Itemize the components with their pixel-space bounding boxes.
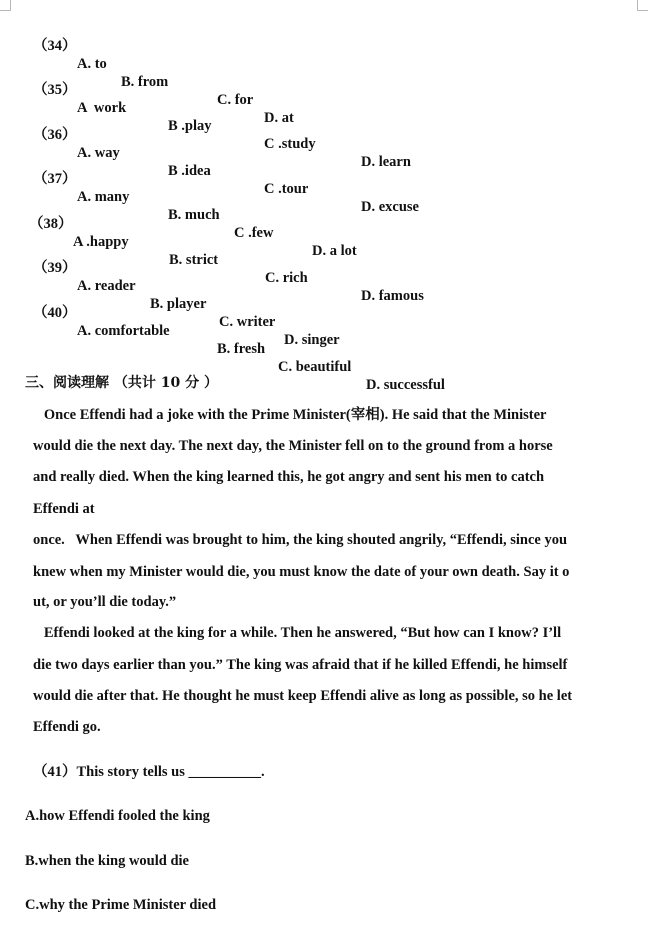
option-b: B. from xyxy=(121,74,169,90)
page-corner-mark-right xyxy=(637,0,648,11)
question-41-option-a: A.how Effendi fooled the king xyxy=(25,808,210,824)
question-number: （40） xyxy=(33,305,77,321)
option-b: B. player xyxy=(150,296,207,312)
passage-line: would die the next day. The next day, the Minister fell on to the ground from a horse xyxy=(33,438,553,454)
option-b: B. strict xyxy=(169,252,219,268)
option-a: A .happy xyxy=(73,234,129,250)
option-c: C. for xyxy=(217,92,254,108)
passage-line: Once Effendi had a joke with the Prime Minister(宰相). He said that the Minister xyxy=(33,407,547,423)
option-d: D. successful xyxy=(366,377,445,393)
question-number: （39） xyxy=(33,260,77,276)
option-b: B .play xyxy=(168,118,212,134)
option-b: B. fresh xyxy=(217,341,266,357)
option-a: A work xyxy=(77,100,127,116)
question-41-option-c: C.why the Prime Minister died xyxy=(25,897,217,913)
option-a: A. way xyxy=(77,145,120,161)
option-c: C. rich xyxy=(265,270,308,286)
option-c: C .tour xyxy=(264,181,309,197)
option-c: C. beautiful xyxy=(278,359,352,375)
passage-line: ut, or you’ll die today.” xyxy=(33,594,177,610)
option-a: A. many xyxy=(77,189,130,205)
option-c: C .few xyxy=(234,225,274,241)
option-d: D. learn xyxy=(361,154,411,170)
option-a: A. to xyxy=(77,56,107,72)
question-number: （37） xyxy=(33,171,77,187)
page-corner-mark-left xyxy=(0,0,11,11)
option-d: D. famous xyxy=(361,288,424,304)
passage-line: Effendi looked at the king for a while. Then he answered, “But how can I know? I’ll xyxy=(33,625,562,641)
option-d: D. excuse xyxy=(361,199,419,215)
option-d: D. at xyxy=(264,110,294,126)
question-number: （34） xyxy=(33,38,77,54)
question-number: （35） xyxy=(33,82,77,98)
question-number: （38） xyxy=(29,216,73,232)
option-d: D. a lot xyxy=(312,243,357,259)
passage-line: and really died. When the king learned this, he got angry and sent his men to catch xyxy=(33,469,545,485)
passage-line: knew when my Minister would die, you must know the date of your own death. Say it o xyxy=(33,564,570,580)
passage-line: Effendi at xyxy=(33,501,95,517)
passage-line: would die after that. He thought he must keep Effendi alive as long as possible, so he let xyxy=(33,688,573,704)
question-41-stem: （41）This story tells us __________. xyxy=(33,764,265,780)
option-b: B .idea xyxy=(168,163,211,179)
option-b: B. much xyxy=(168,207,220,223)
option-c: C. writer xyxy=(219,314,276,330)
section-title: 三、阅读理解 （共计 10 分 ） xyxy=(25,375,218,391)
option-a: A. comfortable xyxy=(77,323,170,339)
option-d: D. singer xyxy=(284,332,340,348)
question-number: （36） xyxy=(33,127,77,143)
option-a: A. reader xyxy=(77,278,136,294)
passage-line: Effendi go. xyxy=(33,719,101,735)
passage-line: die two days earlier than you.” The king was afraid that if he killed Effendi, he himself xyxy=(33,657,568,673)
question-41-option-b: B.when the king would die xyxy=(25,853,189,869)
passage-line: once. When Effendi was brought to him, the king shouted angrily, “Effendi, since you xyxy=(33,532,568,548)
option-c: C .study xyxy=(264,136,316,152)
